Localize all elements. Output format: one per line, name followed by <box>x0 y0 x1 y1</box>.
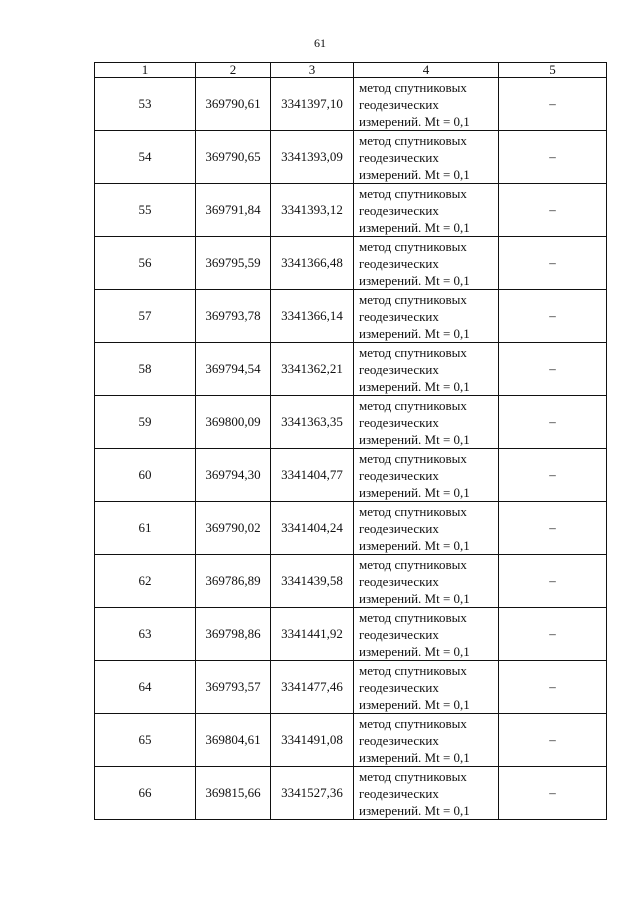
method-text-line: измерений. Mt = 0,1 <box>359 484 470 500</box>
point-number-cell: 66 <box>95 767 196 820</box>
method-text-line: геодезических <box>359 255 439 271</box>
method-cell <box>354 131 499 184</box>
y-coordinate-cell: 3341404,77 <box>271 449 354 502</box>
method-text-line: геодезических <box>359 626 439 642</box>
y-coordinate-cell: 3341393,09 <box>271 131 354 184</box>
method-cell <box>354 449 499 502</box>
method-text-line: метод спутниковых <box>359 556 467 572</box>
coordinates-table <box>94 62 607 820</box>
x-coordinate-cell: 369793,78 <box>196 290 271 343</box>
y-coordinate-cell: 3341477,46 <box>271 661 354 714</box>
table-row <box>95 502 607 555</box>
x-coordinate-cell: 369804,61 <box>196 714 271 767</box>
y-coordinate-cell: 3341527,36 <box>271 767 354 820</box>
point-number-cell: 56 <box>95 237 196 290</box>
method-text-line: измерений. Mt = 0,1 <box>359 696 470 712</box>
method-text-line: геодезических <box>359 202 439 218</box>
point-number-cell: 58 <box>95 343 196 396</box>
y-coordinate-cell: 3341362,21 <box>271 343 354 396</box>
method-cell <box>354 184 499 237</box>
method-text-line: геодезических <box>359 467 439 483</box>
table-header <box>95 63 607 78</box>
method-text-line: геодезических <box>359 573 439 589</box>
x-coordinate-cell: 369794,30 <box>196 449 271 502</box>
table-row <box>95 714 607 767</box>
y-coordinate-cell: 3341439,58 <box>271 555 354 608</box>
x-coordinate-cell: 369798,86 <box>196 608 271 661</box>
page-number: 61 <box>314 36 326 50</box>
method-text-line: измерений. Mt = 0,1 <box>359 537 470 553</box>
x-coordinate-cell: 369791,84 <box>196 184 271 237</box>
method-text-line: метод спутниковых <box>359 132 467 148</box>
note-cell: – <box>499 184 607 237</box>
note-cell: – <box>499 767 607 820</box>
method-text-line: метод спутниковых <box>359 503 467 519</box>
point-number-cell: 60 <box>95 449 196 502</box>
x-coordinate-cell: 369795,59 <box>196 237 271 290</box>
note-cell: – <box>499 502 607 555</box>
method-text-line: метод спутниковых <box>359 609 467 625</box>
method-text-line: геодезических <box>359 361 439 377</box>
method-cell <box>354 502 499 555</box>
method-text-line: метод спутниковых <box>359 185 467 201</box>
method-cell <box>354 78 499 131</box>
method-cell <box>354 396 499 449</box>
y-coordinate-cell: 3341366,48 <box>271 237 354 290</box>
method-text-line: геодезических <box>359 96 439 112</box>
method-cell <box>354 608 499 661</box>
method-text-line: метод спутниковых <box>359 79 467 95</box>
method-cell <box>354 343 499 396</box>
method-text-line: измерений. Mt = 0,1 <box>359 643 470 659</box>
method-cell <box>354 555 499 608</box>
header-col-1: 1 <box>95 63 196 78</box>
method-text-line: измерений. Mt = 0,1 <box>359 166 470 182</box>
header-row <box>95 63 607 78</box>
x-coordinate-cell: 369815,66 <box>196 767 271 820</box>
x-coordinate-cell: 369794,54 <box>196 343 271 396</box>
table-row <box>95 237 607 290</box>
note-cell: – <box>499 396 607 449</box>
table-row <box>95 184 607 237</box>
note-cell: – <box>499 449 607 502</box>
method-text-line: метод спутниковых <box>359 450 467 466</box>
point-number-cell: 54 <box>95 131 196 184</box>
method-text-line: геодезических <box>359 785 439 801</box>
method-text-line: измерений. Mt = 0,1 <box>359 272 470 288</box>
method-text-line: геодезических <box>359 149 439 165</box>
point-number-cell: 61 <box>95 502 196 555</box>
note-cell: – <box>499 290 607 343</box>
method-cell <box>354 290 499 343</box>
method-text-line: метод спутниковых <box>359 397 467 413</box>
table-row <box>95 661 607 714</box>
note-cell: – <box>499 131 607 184</box>
point-number-cell: 63 <box>95 608 196 661</box>
table-row <box>95 555 607 608</box>
table-row <box>95 449 607 502</box>
header-col-3: 3 <box>271 63 354 78</box>
method-text-line: геодезических <box>359 732 439 748</box>
x-coordinate-cell: 369790,02 <box>196 502 271 555</box>
point-number-cell: 62 <box>95 555 196 608</box>
table-row <box>95 767 607 820</box>
method-text-line: геодезических <box>359 520 439 536</box>
table-row <box>95 78 607 131</box>
note-cell: – <box>499 661 607 714</box>
table-body <box>95 78 607 820</box>
method-text-line: метод спутниковых <box>359 344 467 360</box>
table-row <box>95 290 607 343</box>
note-cell: – <box>499 714 607 767</box>
header-col-5: 5 <box>499 63 607 78</box>
y-coordinate-cell: 3341491,08 <box>271 714 354 767</box>
x-coordinate-cell: 369793,57 <box>196 661 271 714</box>
method-cell <box>354 661 499 714</box>
y-coordinate-cell: 3341366,14 <box>271 290 354 343</box>
x-coordinate-cell: 369790,65 <box>196 131 271 184</box>
method-text-line: измерений. Mt = 0,1 <box>359 219 470 235</box>
y-coordinate-cell: 3341397,10 <box>271 78 354 131</box>
point-number-cell: 59 <box>95 396 196 449</box>
point-number-cell: 65 <box>95 714 196 767</box>
method-text-line: метод спутниковых <box>359 662 467 678</box>
point-number-cell: 57 <box>95 290 196 343</box>
method-cell <box>354 767 499 820</box>
y-coordinate-cell: 3341404,24 <box>271 502 354 555</box>
method-text-line: измерений. Mt = 0,1 <box>359 802 470 818</box>
method-text-line: измерений. Mt = 0,1 <box>359 325 470 341</box>
header-col-2: 2 <box>196 63 271 78</box>
table-row <box>95 608 607 661</box>
table-row <box>95 396 607 449</box>
y-coordinate-cell: 3341393,12 <box>271 184 354 237</box>
method-text-line: метод спутниковых <box>359 768 467 784</box>
y-coordinate-cell: 3341363,35 <box>271 396 354 449</box>
method-text-line: геодезических <box>359 679 439 695</box>
point-number-cell: 53 <box>95 78 196 131</box>
x-coordinate-cell: 369790,61 <box>196 78 271 131</box>
method-text-line: измерений. Mt = 0,1 <box>359 431 470 447</box>
table-row <box>95 131 607 184</box>
x-coordinate-cell: 369800,09 <box>196 396 271 449</box>
note-cell: – <box>499 78 607 131</box>
note-cell: – <box>499 237 607 290</box>
y-coordinate-cell: 3341441,92 <box>271 608 354 661</box>
note-cell: – <box>499 555 607 608</box>
point-number-cell: 55 <box>95 184 196 237</box>
method-cell <box>354 714 499 767</box>
table-row <box>95 343 607 396</box>
point-number-cell: 64 <box>95 661 196 714</box>
method-text-line: измерений. Mt = 0,1 <box>359 113 470 129</box>
x-coordinate-cell: 369786,89 <box>196 555 271 608</box>
method-text-line: метод спутниковых <box>359 238 467 254</box>
method-cell <box>354 237 499 290</box>
method-text-line: метод спутниковых <box>359 291 467 307</box>
method-text-line: измерений. Mt = 0,1 <box>359 749 470 765</box>
method-text-line: измерений. Mt = 0,1 <box>359 378 470 394</box>
note-cell: – <box>499 608 607 661</box>
method-text-line: метод спутниковых <box>359 715 467 731</box>
method-text-line: геодезических <box>359 308 439 324</box>
note-cell: – <box>499 343 607 396</box>
method-text-line: измерений. Mt = 0,1 <box>359 590 470 606</box>
method-text-line: геодезических <box>359 414 439 430</box>
header-col-4: 4 <box>354 63 499 78</box>
